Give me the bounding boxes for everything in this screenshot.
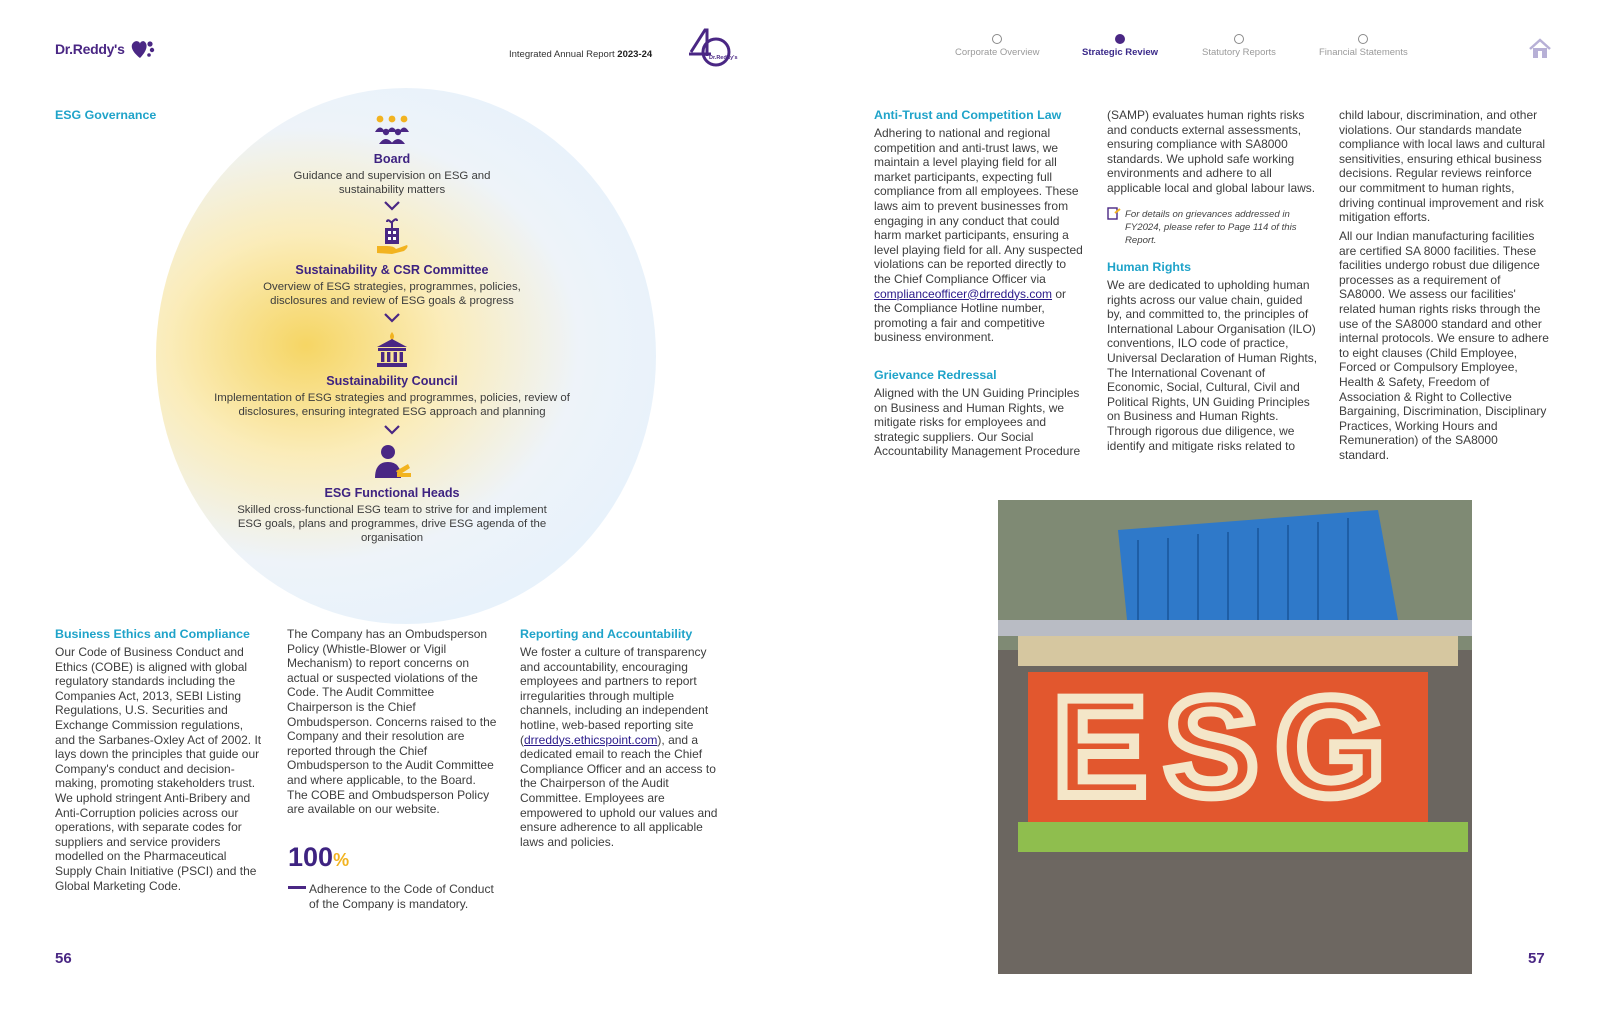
nav-dot (1115, 34, 1125, 44)
nav-financial-statements[interactable] (1319, 34, 1408, 58)
level-description: Guidance and supervision on ESG and sustainability matters (293, 170, 491, 197)
ombudsperson-paragraph: The Company has an Ombudsperson Policy (Whistle-Blower or Vigil Mechanism) to report concerns on actual or suspected violations of the Code. The Audit Committee Chairperson is the Chief Ombudsperson. Concerns raised to the Company and their resolution are reported through the Chief Ombudsperson to the Audit Committee and where applicable, to the Board. The COBE and Ombudsperson Policy are available on our website. (287, 627, 497, 817)
level-title: ESG Functional Heads (324, 486, 460, 500)
nav-corporate-overview[interactable] (955, 34, 1039, 58)
40-years-badge-icon (685, 26, 738, 68)
hand-plant-icon (374, 216, 410, 256)
level-title: Board (373, 152, 411, 166)
anti-trust-text-a: Adhering to national and regional competition and anti-trust laws, we maintain a level playing field for all market participants, expecting full compliance from all employees. These laws aim to prevent businesses from engaging in any conduct that could harm market participants, ensuring a level playing field for all. Any suspected violations can be reported directly to the Chief Compliance Officer via (874, 126, 1083, 286)
nav-label: Strategic Review (1082, 47, 1159, 58)
badge-text: Dr.Reddy's (709, 55, 738, 61)
nav-label: Corporate Overview (955, 47, 1040, 58)
functional-head-icon (372, 443, 412, 479)
esg-letters: ESG (1053, 668, 1403, 825)
stat-divider (288, 886, 306, 889)
ethicspoint-link[interactable]: drreddys.ethicspoint.com (524, 732, 658, 747)
compliance-email-link[interactable]: complianceofficer@drreddys.com (874, 286, 1053, 301)
nav-label: Statutory Reports (1202, 47, 1276, 58)
reporting-text-a: We foster a culture of transparency and accountability, encouraging employees and partners to report irregularities through multiple channels, including an independent hotline, web-based reporting site ( (520, 645, 709, 747)
reporting-text-b: ), and a dedicated email to reach the Chief Compliance Officer and an access to the Chairperson of the Audit Committee. Employees are empowered to uphold our values and ensure adherence to all applicable laws and policies. (520, 732, 718, 849)
level-title: Sustainability & CSR Committee (295, 263, 489, 277)
nav-dot (1234, 34, 1244, 44)
level-description: Implementation of ESG strategies and programmes, policies, review of disclosures, ensuring integrated ESG approach and planning (214, 392, 570, 419)
nav-dot (1358, 34, 1368, 44)
esg-formation-photo (998, 500, 1472, 974)
esg-governance-heading: ESG Governance (55, 108, 157, 122)
level-description: Overview of ESG strategies, programmes, policies, disclosures and review of ESG goals & progress (263, 281, 521, 308)
human-rights-continued-paragraph: child labour, discrimination, and other violations. Our standards mandate compliance with local laws and cultural sensitivities, ensuring ethical business decisions. Regular reviews reinforce our commitment to human rights, driving continual improvement and risk mitigation efforts. (1339, 108, 1546, 225)
business-ethics-heading: Business Ethics and Compliance (55, 627, 250, 641)
home-icon[interactable] (1528, 38, 1552, 60)
governance-level-board (200, 152, 584, 197)
reporting-paragraph (520, 645, 720, 849)
council-building-icon (374, 330, 410, 368)
samp-paragraph: (SAMP) evaluates human rights risks and conducts external assessments, ensuring compliance with SA8000 standards. We uphold safe working environments and adhere to all applicable local and global labour laws. (1107, 108, 1316, 195)
nav-strategic-review[interactable] (1082, 34, 1158, 58)
heart-logo-icon (129, 38, 155, 60)
nav-dot (992, 34, 1002, 44)
nav-label: Financial Statements (1319, 47, 1408, 58)
governance-level-functional-heads (200, 486, 584, 546)
report-title-text: Integrated Annual Report (509, 49, 615, 60)
level-description: Skilled cross-functional ESG team to strive for and implement ESG goals, plans and programmes, drive ESG agenda of the organisation (237, 504, 547, 545)
logo-text: Dr.Reddy's (55, 41, 125, 57)
stat-value: 100 (288, 842, 334, 872)
stat-unit: % (333, 850, 350, 870)
note-pointer-icon (1107, 207, 1121, 221)
governance-level-sustainability-council (200, 374, 584, 419)
board-icon (370, 114, 414, 146)
report-title (509, 49, 652, 60)
grievance-paragraph: Aligned with the UN Guiding Principles on Business and Human Rights, we mitigate risks for employees and strategic suppliers. Our Social Accountability Management Procedure (874, 386, 1081, 459)
adherence-stat (288, 842, 349, 873)
nav-statutory-reports[interactable] (1202, 34, 1276, 58)
governance-level-csr-committee (200, 263, 584, 308)
chevron-down-icon (383, 424, 401, 436)
sa8000-paragraph: All our Indian manufacturing facilities are certified SA 8000 facilities. These facilities undergo robust due diligence processes as a requirement of SA8000. We assess our facilities' related human rights risks through the use of the SA8000 standard and other internal protocols. We ensure to adhere to eight clauses (Child Employee, Forced or Compulsory Employee, Health & Safety, Freedom of Association & Right to Collective Bargaining, Discrimination, Disciplinary Practices, Working Hours and Remuneration) of the SA8000 standard. (1339, 229, 1549, 462)
human-rights-paragraph: We are dedicated to upholding human rights across our value chain, guided by, and committed to, the principles of International Labour Organisation (ILO) conventions, ILO code of practice, Universal Declaration of Human Rights, The International Covenant of Economic, Social, Cultural, Civil and Political Rights, UN Guiding Principles on Business and Human Rights. Through rigorous due diligence, we identify and mitigate risks related to (1107, 278, 1318, 453)
dr-reddys-logo (55, 38, 155, 60)
chevron-down-icon (383, 200, 401, 212)
reporting-heading: Reporting and Accountability (520, 627, 693, 641)
stat-description: Adherence to the Code of Conduct of the Company is mandatory. (309, 882, 494, 911)
report-year: 2023-24 (617, 49, 653, 60)
page-number-right: 57 (1528, 950, 1545, 967)
level-title: Sustainability Council (326, 374, 458, 388)
anti-trust-paragraph (874, 126, 1086, 345)
page-number-left: 56 (55, 950, 72, 967)
human-rights-heading: Human Rights (1107, 260, 1191, 274)
anti-trust-text-b: or the Compliance Hotline number, promoting a fair and competitive business environment. (874, 286, 1067, 345)
business-ethics-paragraph: Our Code of Business Conduct and Ethics (COBE) is aligned with global regulatory standards including the Companies Act, 2013, SEBI Listing Regulations, U.S. Securities and Exchange Commission regulations, and the Sarbanes-Oxley Act of 2002. It lays down the principles that guide our Company's conduct and decision-making, promoting stakeholders trust. We uphold stringent Anti-Bribery and Anti-Corruption policies across our operations, with separate codes for suppliers and service providers modelled on the Pharmaceutical Supply Chain Initiative (PSCI) and the Global Marketing Code. (55, 645, 262, 893)
grievance-heading: Grievance Redressal (874, 368, 997, 382)
chevron-down-icon (383, 312, 401, 324)
anti-trust-heading: Anti-Trust and Competition Law (874, 108, 1062, 122)
grievance-note: For details on grievances addressed in FY2024, please refer to Page 114 of this Report. (1125, 209, 1297, 246)
photo-illustration (998, 500, 1472, 974)
